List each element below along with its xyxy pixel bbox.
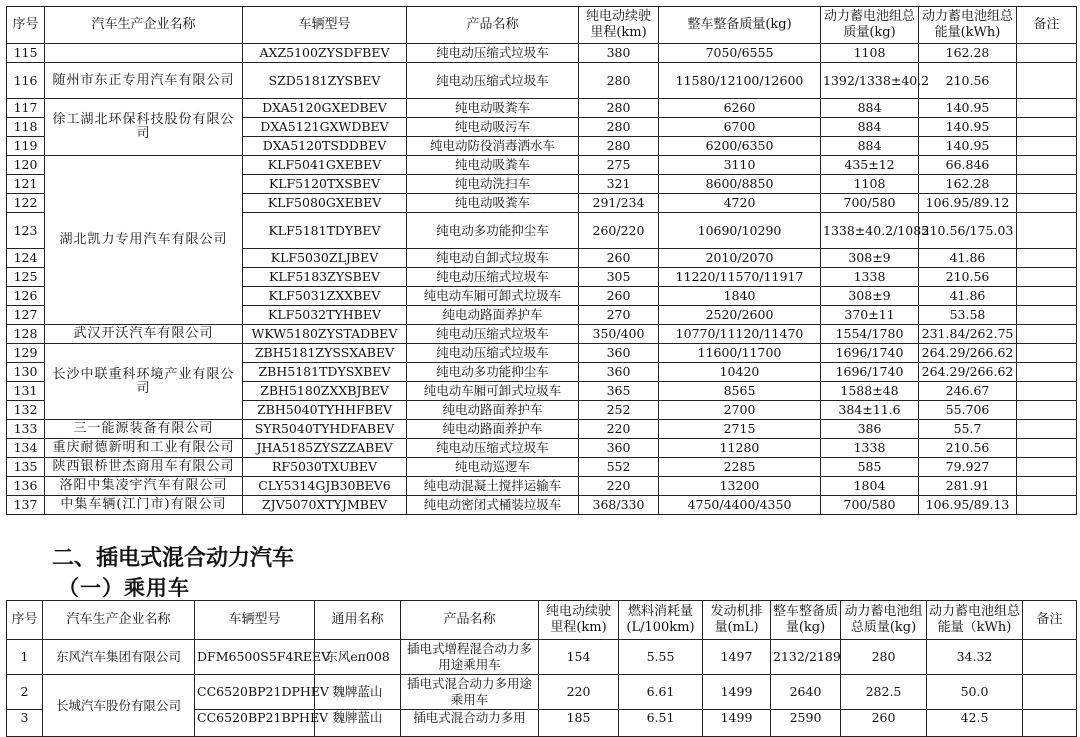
product-cell: 纯电动巡逻车 (407, 458, 579, 477)
table-header-row (7, 7, 1077, 44)
battery-mass-cell: 700/580 (821, 496, 919, 515)
row-number: 123 (7, 213, 45, 249)
battery-mass-cell: 884 (821, 118, 919, 137)
col-header: 动力蓄电池组总能量（kWh) (927, 601, 1023, 640)
common-name-cell: 魏牌蓝山 (315, 710, 401, 737)
battery-mass-cell: 280 (841, 640, 927, 675)
table-row (7, 439, 1077, 458)
table-row (7, 44, 1077, 63)
battery-energy-cell: 281.91 (919, 477, 1017, 496)
col-header: 通用名称 (315, 601, 401, 640)
range-cell: 154 (539, 640, 619, 675)
table-row (7, 63, 1077, 99)
model-cell: DXA5120TSDDBEV (243, 137, 407, 156)
mass-cell: 4750/4400/4350 (659, 496, 821, 515)
range-cell: 275 (579, 156, 659, 175)
row-number: 124 (7, 249, 45, 268)
battery-mass-cell: 1108 (821, 44, 919, 63)
col-header: 车辆型号 (195, 601, 315, 640)
col-header: 整车整备质量(kg) (771, 601, 841, 640)
section-title: 二、插电式混合动力汽车 (52, 546, 295, 571)
row-number: 130 (7, 363, 45, 382)
battery-mass-cell: 1696/1740 (821, 363, 919, 382)
battery-energy-cell: 79.927 (919, 458, 1017, 477)
col-header: 备注 (1017, 7, 1077, 44)
table-row (7, 458, 1077, 477)
remark-cell (1017, 63, 1077, 99)
product-cell: 纯电动密闭式桶装垃圾车 (407, 496, 579, 515)
row-number: 119 (7, 137, 45, 156)
col-header: 序号 (7, 601, 43, 640)
range-cell: 360 (579, 363, 659, 382)
product-cell: 纯电动压缩式垃圾车 (407, 439, 579, 458)
model-cell: DXA5120GXEDBEV (243, 99, 407, 118)
phev-passenger-table (6, 600, 1077, 737)
row-number: 127 (7, 306, 45, 325)
product-cell: 纯电动路面养护车 (407, 401, 579, 420)
row-number: 3 (7, 710, 43, 737)
mass-cell: 6200/6350 (659, 137, 821, 156)
mass-cell: 2640 (771, 675, 841, 710)
model-cell: KLF5183ZYSBEV (243, 268, 407, 287)
battery-energy-cell: 106.95/89.12 (919, 194, 1017, 213)
mass-cell: 7050/6555 (659, 44, 821, 63)
model-cell: KLF5032TYHBEV (243, 306, 407, 325)
battery-mass-cell: 1338±40.2/1085 (821, 213, 919, 249)
product-cell: 纯电动防役消毒洒水车 (407, 137, 579, 156)
product-cell: 纯电动路面养护车 (407, 306, 579, 325)
battery-energy-cell: 53.58 (919, 306, 1017, 325)
product-cell: 纯电动车厢可卸式垃圾车 (407, 287, 579, 306)
battery-energy-cell: 41.86 (919, 249, 1017, 268)
enterprise-cell: 三一能源装备有限公司 (45, 420, 243, 439)
battery-mass-cell: 435±12 (821, 156, 919, 175)
remark-cell (1017, 175, 1077, 194)
model-cell: KLF5031ZXXBEV (243, 287, 407, 306)
row-number: 134 (7, 439, 45, 458)
table-row (7, 640, 1077, 675)
remark-cell (1017, 325, 1077, 344)
product-cell: 纯电动压缩式垃圾车 (407, 268, 579, 287)
mass-cell: 6700 (659, 118, 821, 137)
battery-energy-cell: 264.29/266.62 (919, 363, 1017, 382)
battery-energy-cell: 55.7 (919, 420, 1017, 439)
mass-cell: 2715 (659, 420, 821, 439)
product-cell: 纯电动混凝土搅拌运输车 (407, 477, 579, 496)
row-number: 120 (7, 156, 45, 175)
battery-mass-cell: 308±9 (821, 249, 919, 268)
table-row (7, 99, 1077, 118)
fuel-cell: 6.61 (619, 675, 703, 710)
mass-cell: 6260 (659, 99, 821, 118)
battery-mass-cell: 1554/1780 (821, 325, 919, 344)
remark-cell (1017, 401, 1077, 420)
row-number: 133 (7, 420, 45, 439)
table-row (7, 325, 1077, 344)
battery-energy-cell: 50.0 (927, 675, 1023, 710)
battery-mass-cell: 884 (821, 137, 919, 156)
battery-mass-cell: 585 (821, 458, 919, 477)
model-cell: ZBH5181ZYSSXABEV (243, 344, 407, 363)
row-number: 128 (7, 325, 45, 344)
range-cell: 305 (579, 268, 659, 287)
model-cell: SZD5181ZYSBEV (243, 63, 407, 99)
row-number: 121 (7, 175, 45, 194)
col-header: 发动机排量(mL) (703, 601, 771, 640)
col-header: 产品名称 (407, 7, 579, 44)
product-cell: 纯电动自卸式垃圾车 (407, 249, 579, 268)
mass-cell: 10420 (659, 363, 821, 382)
product-cell: 纯电动压缩式垃圾车 (407, 63, 579, 99)
product-cell: 纯电动吸污车 (407, 118, 579, 137)
mass-cell: 10770/11120/11470 (659, 325, 821, 344)
ev-special-vehicle-table (6, 6, 1077, 515)
enterprise-cell: 长城汽车股份有限公司 (43, 675, 195, 737)
product-cell: 纯电动多功能抑尘车 (407, 213, 579, 249)
product-cell: 插电式增程混合动力多用途乘用车 (401, 640, 539, 675)
range-cell: 350/400 (579, 325, 659, 344)
battery-mass-cell: 282.5 (841, 675, 927, 710)
table-row (7, 344, 1077, 363)
enterprise-cell: 洛阳中集凌宇汽车有限公司 (45, 477, 243, 496)
remark-cell (1023, 675, 1077, 710)
row-number: 131 (7, 382, 45, 401)
col-header: 汽车生产企业名称 (45, 7, 243, 44)
enterprise-cell: 徐工湖北环保科技股份有限公司 (45, 99, 243, 156)
battery-energy-cell: 162.28 (919, 44, 1017, 63)
battery-mass-cell: 386 (821, 420, 919, 439)
row-number: 116 (7, 63, 45, 99)
col-header: 纯电动续驶里程(km) (539, 601, 619, 640)
remark-cell (1017, 156, 1077, 175)
battery-energy-cell: 210.56 (919, 439, 1017, 458)
enterprise-cell: 湖北凯力专用汽车有限公司 (45, 156, 243, 325)
range-cell: 360 (579, 344, 659, 363)
range-cell: 260/220 (579, 213, 659, 249)
row-number: 122 (7, 194, 45, 213)
range-cell: 260 (579, 287, 659, 306)
mass-cell: 2700 (659, 401, 821, 420)
product-cell: 纯电动压缩式垃圾车 (407, 44, 579, 63)
fuel-cell: 5.55 (619, 640, 703, 675)
mass-cell: 4720 (659, 194, 821, 213)
battery-mass-cell: 1804 (821, 477, 919, 496)
battery-mass-cell: 884 (821, 99, 919, 118)
table-row (7, 156, 1077, 175)
product-cell: 纯电动多功能抑尘车 (407, 363, 579, 382)
battery-mass-cell: 1338 (821, 268, 919, 287)
range-cell: 220 (579, 420, 659, 439)
remark-cell (1017, 99, 1077, 118)
model-cell: ZBH5181TDYSXBEV (243, 363, 407, 382)
product-cell: 插电式混合动力多用 (401, 710, 539, 737)
table-row (7, 477, 1077, 496)
col-header: 纯电动续驶里程(km) (579, 7, 659, 44)
model-cell: KLF5181TDYBEV (243, 213, 407, 249)
model-cell: JHA5185ZYSZZABEV (243, 439, 407, 458)
remark-cell (1017, 249, 1077, 268)
col-header: 产品名称 (401, 601, 539, 640)
model-cell: AXZ5100ZYSDFBEV (243, 44, 407, 63)
mass-cell: 11580/12100/12600 (659, 63, 821, 99)
model-cell: ZJV5070XTYJMBEV (243, 496, 407, 515)
battery-mass-cell: 308±9 (821, 287, 919, 306)
battery-energy-cell: 264.29/266.62 (919, 344, 1017, 363)
remark-cell (1017, 268, 1077, 287)
range-cell: 220 (539, 675, 619, 710)
remark-cell (1017, 287, 1077, 306)
displacement-cell: 1499 (703, 710, 771, 737)
battery-energy-cell: 210.56 (919, 63, 1017, 99)
table-row (7, 496, 1077, 515)
common-name-cell: 东风eπ008 (315, 640, 401, 675)
remark-cell (1017, 496, 1077, 515)
mass-cell: 2132/2189 (771, 640, 841, 675)
battery-energy-cell: 231.84/262.75 (919, 325, 1017, 344)
row-number: 2 (7, 675, 43, 710)
battery-energy-cell: 66.846 (919, 156, 1017, 175)
row-number: 132 (7, 401, 45, 420)
battery-mass-cell: 260 (841, 710, 927, 737)
mass-cell: 11600/11700 (659, 344, 821, 363)
row-number: 1 (7, 640, 43, 675)
col-header: 车辆型号 (243, 7, 407, 44)
displacement-cell: 1497 (703, 640, 771, 675)
range-cell: 280 (579, 63, 659, 99)
model-cell: ZBH5040TYHHFBEV (243, 401, 407, 420)
row-number: 115 (7, 44, 45, 63)
range-cell: 280 (579, 137, 659, 156)
model-cell: KLF5041GXEBEV (243, 156, 407, 175)
battery-mass-cell: 1588±48 (821, 382, 919, 401)
table-header-row (7, 601, 1077, 640)
battery-energy-cell: 140.95 (919, 118, 1017, 137)
displacement-cell: 1499 (703, 675, 771, 710)
product-cell: 纯电动吸粪车 (407, 99, 579, 118)
mass-cell: 8600/8850 (659, 175, 821, 194)
range-cell: 280 (579, 118, 659, 137)
range-cell: 270 (579, 306, 659, 325)
col-header: 汽车生产企业名称 (43, 601, 195, 640)
mass-cell: 2520/2600 (659, 306, 821, 325)
remark-cell (1017, 477, 1077, 496)
row-number: 125 (7, 268, 45, 287)
battery-energy-cell: 140.95 (919, 99, 1017, 118)
range-cell: 280 (579, 99, 659, 118)
range-cell: 368/330 (579, 496, 659, 515)
remark-cell (1017, 44, 1077, 63)
remark-cell (1017, 439, 1077, 458)
remark-cell (1017, 382, 1077, 401)
battery-energy-cell: 41.86 (919, 287, 1017, 306)
table-row (7, 420, 1077, 439)
col-header: 动力蓄电池组总质量(kg) (821, 7, 919, 44)
range-cell: 220 (579, 477, 659, 496)
col-header: 燃料消耗量(L/100km) (619, 601, 703, 640)
col-header: 备注 (1023, 601, 1077, 640)
fuel-cell: 6.51 (619, 710, 703, 737)
mass-cell: 2010/2070 (659, 249, 821, 268)
battery-energy-cell: 34.32 (927, 640, 1023, 675)
row-number: 136 (7, 477, 45, 496)
battery-mass-cell: 1392/1338±40.2 (821, 63, 919, 99)
range-cell: 252 (579, 401, 659, 420)
remark-cell (1017, 213, 1077, 249)
enterprise-cell: 中集车辆(江门市)有限公司 (45, 496, 243, 515)
col-header: 动力蓄电池组总质量(kg) (841, 601, 927, 640)
row-number: 135 (7, 458, 45, 477)
battery-mass-cell: 1696/1740 (821, 344, 919, 363)
table-row (7, 675, 1077, 710)
product-cell: 纯电动吸粪车 (407, 156, 579, 175)
subsection-title: （一）乘用车 (58, 576, 190, 600)
model-cell: CC6520BP21BPHEV (195, 710, 315, 737)
product-cell: 纯电动吸粪车 (407, 194, 579, 213)
battery-energy-cell: 106.95/89.13 (919, 496, 1017, 515)
model-cell: ZBH5180ZXXBJBEV (243, 382, 407, 401)
product-cell: 纯电动压缩式垃圾车 (407, 325, 579, 344)
mass-cell: 13200 (659, 477, 821, 496)
battery-energy-cell: 210.56 (919, 268, 1017, 287)
col-header: 序号 (7, 7, 45, 44)
model-cell: KLF5080GXEBEV (243, 194, 407, 213)
row-number: 118 (7, 118, 45, 137)
range-cell: 380 (579, 44, 659, 63)
battery-energy-cell: 42.5 (927, 710, 1023, 737)
remark-cell (1023, 640, 1077, 675)
product-cell: 插电式混合动力多用途乘用车 (401, 675, 539, 710)
model-cell: RF5030TXUBEV (243, 458, 407, 477)
battery-mass-cell: 370±11 (821, 306, 919, 325)
remark-cell (1017, 363, 1077, 382)
model-cell: KLF5120TXSBEV (243, 175, 407, 194)
mass-cell: 2590 (771, 710, 841, 737)
enterprise-cell: 武汉开沃汽车有限公司 (45, 325, 243, 344)
range-cell: 552 (579, 458, 659, 477)
range-cell: 321 (579, 175, 659, 194)
enterprise-cell: 重庆耐德新明和工业有限公司 (45, 439, 243, 458)
battery-mass-cell: 1338 (821, 439, 919, 458)
mass-cell: 11220/11570/11917 (659, 268, 821, 287)
battery-mass-cell: 700/580 (821, 194, 919, 213)
battery-energy-cell: 210.56/175.03 (919, 213, 1017, 249)
row-number: 129 (7, 344, 45, 363)
battery-energy-cell: 55.706 (919, 401, 1017, 420)
remark-cell (1017, 137, 1077, 156)
battery-energy-cell: 246.67 (919, 382, 1017, 401)
mass-cell: 3110 (659, 156, 821, 175)
model-cell: DFM6500S5F4REEV (195, 640, 315, 675)
remark-cell (1017, 420, 1077, 439)
mass-cell: 11280 (659, 439, 821, 458)
enterprise-cell: 随州市东正专用汽车有限公司 (45, 63, 243, 99)
remark-cell (1017, 118, 1077, 137)
col-header: 整车整备质量(kg) (659, 7, 821, 44)
product-cell: 纯电动车厢可卸式垃圾车 (407, 382, 579, 401)
product-cell: 纯电动路面养护车 (407, 420, 579, 439)
enterprise-cell (45, 44, 243, 63)
model-cell: CC6520BP21DPHEV (195, 675, 315, 710)
product-cell: 纯电动洗扫车 (407, 175, 579, 194)
range-cell: 260 (579, 249, 659, 268)
remark-cell (1017, 194, 1077, 213)
enterprise-cell: 陕西银桥世杰商用车有限公司 (45, 458, 243, 477)
row-number: 126 (7, 287, 45, 306)
battery-energy-cell: 162.28 (919, 175, 1017, 194)
battery-mass-cell: 1108 (821, 175, 919, 194)
range-cell: 291/234 (579, 194, 659, 213)
common-name-cell: 魏牌蓝山 (315, 675, 401, 710)
mass-cell: 10690/10290 (659, 213, 821, 249)
model-cell: SYR5040TYHDFABEV (243, 420, 407, 439)
battery-energy-cell: 140.95 (919, 137, 1017, 156)
model-cell: KLF5030ZLJBEV (243, 249, 407, 268)
row-number: 137 (7, 496, 45, 515)
model-cell: DXA5121GXWDBEV (243, 118, 407, 137)
row-number: 117 (7, 99, 45, 118)
remark-cell (1017, 344, 1077, 363)
range-cell: 360 (579, 439, 659, 458)
enterprise-cell: 东风汽车集团有限公司 (43, 640, 195, 675)
range-cell: 185 (539, 710, 619, 737)
range-cell: 365 (579, 382, 659, 401)
remark-cell (1023, 710, 1077, 737)
mass-cell: 1840 (659, 287, 821, 306)
enterprise-cell: 长沙中联重科环境产业有限公司 (45, 344, 243, 420)
remark-cell (1017, 458, 1077, 477)
mass-cell: 2285 (659, 458, 821, 477)
model-cell: WKW5180ZYSTADBEV (243, 325, 407, 344)
mass-cell: 8565 (659, 382, 821, 401)
model-cell: CLY5314GJB30BEV6 (243, 477, 407, 496)
remark-cell (1017, 306, 1077, 325)
battery-mass-cell: 384±11.6 (821, 401, 919, 420)
col-header: 动力蓄电池组总能量(kWh) (919, 7, 1017, 44)
product-cell: 纯电动压缩式垃圾车 (407, 344, 579, 363)
